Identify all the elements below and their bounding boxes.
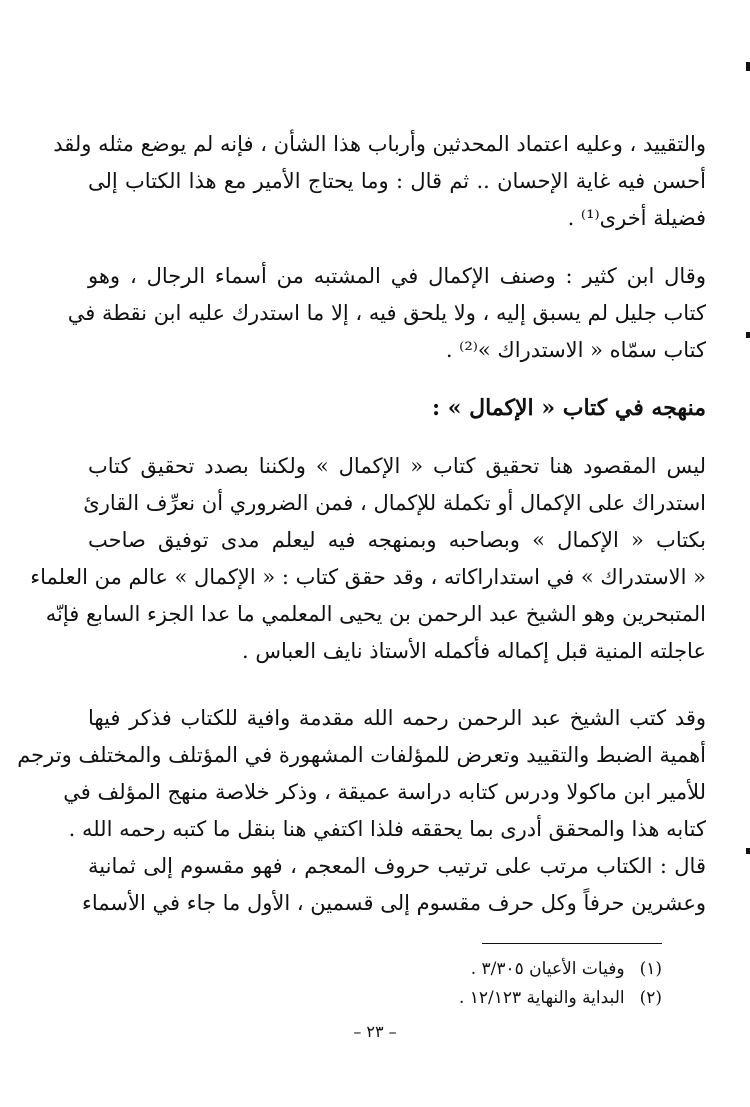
footnote-1 — [262, 955, 662, 984]
footnote-text: البداية والنهاية ١٢/١٢٣ . — [458, 988, 625, 1008]
text-line: وعشرين حرفاً وكل حرف مقسوم إلى قسمين ، الأول ما جاء في الأسماء — [82, 891, 706, 915]
text-line: وقد كتب الشيخ عبد الرحمن رحمه الله مقدمة وافية للكتاب فذكر فيها — [88, 706, 706, 730]
footnote-divider — [482, 943, 662, 944]
text-line: والتقييد ، وعليه اعتماد المحدثين وأرباب هذا الشأن ، فإنه لم يوضع مثله ولقد — [53, 132, 706, 156]
text-line: « الاستدراك » في استداراكاته ، وقد حقق كتاب : « الإكمال » عالم من العلماء — [30, 565, 706, 589]
text-line: للأمير ابن ماكولا ودرس كتابه دراسة عميقة ، وذكر خلاصة منهج المؤلف في — [63, 780, 706, 804]
text-line: قال : الكتاب مرتب على ترتيب حروف المعجم ، فهو مقسوم إلى ثمانية — [88, 854, 706, 878]
text-line: بكتاب « الإكمال » وبصاحبه وبمنهجه فيه ليعلم مدى توفيق صاحب — [88, 528, 706, 552]
footnote-number: (١) — [639, 959, 662, 979]
text-line: ليس المقصود هنا تحقيق كتاب « الإكمال » ولكننا بصدد تحقيق كتاب — [88, 454, 706, 478]
footnote-text: وفيات الأعيان ٣/٣٠٥ . — [470, 959, 625, 979]
text-line: كتاب سمّاه « الاستدراك »⁽²⁾ . — [445, 338, 706, 362]
text-line: استدراك على الإكمال أو تكملة للإكمال ، فمن الضروري أن نعرِّف القارئ — [83, 491, 706, 515]
scan-edge-mark — [746, 332, 750, 338]
page-number: – ٢٣ – — [353, 1022, 397, 1041]
text-line: وقال ابن كثير : وصنف الإكمال في المشتبه من أسماء الرجال ، وهو — [88, 264, 706, 288]
text-line: فضيلة أخرى⁽¹⁾ . — [567, 206, 706, 230]
paragraph-1 — [53, 126, 706, 237]
text-line: عاجلته المنية قبل إكماله فأكمله الأستاذ نايف العباس . — [242, 639, 706, 663]
text-line: كتاب جليل لم يسبق إليه ، ولا يلحق فيه ، إلا ما استدرك عليه ابن نقطة في — [67, 301, 706, 325]
footnotes — [262, 955, 662, 1013]
footnote-2 — [262, 984, 662, 1013]
footnote-number: (٢) — [639, 988, 662, 1008]
text-line: المتبحرين وهو الشيخ عبد الرحمن بن يحيى المعلمي ما عدا الجزء السابع فإنّه — [45, 602, 706, 626]
paragraph-4 — [17, 700, 706, 922]
text-line: أحسن فيه غاية الإحسان .. ثم قال : وما يحتاج الأمير مع هذا الكتاب إلى — [88, 169, 706, 193]
section-heading-block — [88, 390, 706, 427]
scan-edge-mark — [746, 62, 750, 71]
scan-edge-mark — [746, 848, 750, 854]
text-line: أهمية الضبط والتقييد وتعرض للمؤلفات المشهورة في المؤتلف والمختلف وترجم — [17, 743, 706, 767]
section-heading: منهجه في كتاب « الإكمال » : — [431, 395, 706, 421]
paragraph-3 — [30, 448, 706, 670]
text-line: كتابه هذا والمحقق أدرى بما يحققه فلذا اكتفي هنا بنقل ما كتبه رحمه الله . — [68, 817, 706, 841]
paragraph-2 — [67, 258, 706, 369]
